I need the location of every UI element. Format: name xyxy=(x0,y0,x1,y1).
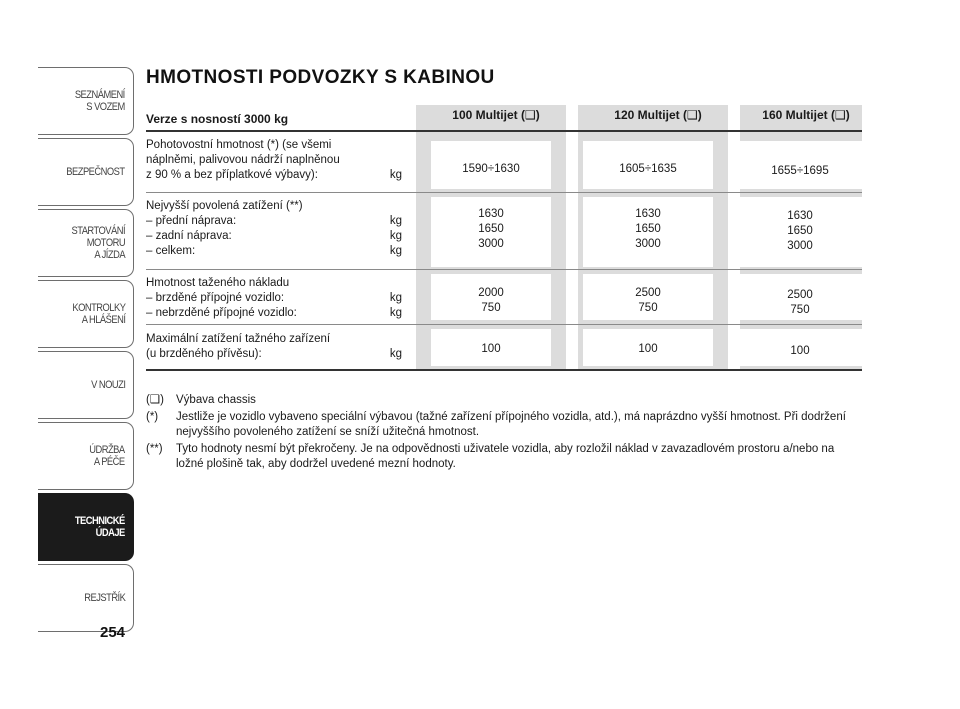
table-value: 1655÷1695 xyxy=(771,165,829,177)
table-value: 100 xyxy=(481,343,501,355)
tab-v-nouzi[interactable] xyxy=(38,351,134,419)
row-unit: kg xyxy=(389,348,402,360)
table-value: 2500 750 xyxy=(635,287,661,314)
column-header: 100 Multijet (❑) xyxy=(452,108,540,122)
footnote-mark: (**) xyxy=(146,443,163,455)
tab-label: V NOUZI xyxy=(90,379,125,391)
row-label: Maximální zatížení tažného zařízení (u brzděného přívěsu): xyxy=(146,333,331,360)
row-divider xyxy=(146,324,862,325)
table-value: 1630 1650 3000 xyxy=(478,208,504,250)
tab-label: ÚDRŽBA A PÉČE xyxy=(89,444,125,468)
row-divider xyxy=(146,269,862,270)
page-number: 254 xyxy=(100,624,126,641)
footnotes xyxy=(146,393,862,474)
column-header: 120 Multijet (❑) xyxy=(614,108,702,122)
tab-udrzba-a-pece[interactable] xyxy=(38,422,134,490)
table-value: 1630 1650 3000 xyxy=(635,208,661,250)
row-label: Pohotovostní hmotnost (*) (se všemi náplněmi, palivovou nádrží naplněnou z 90 % a bez příplatkové výbavy): xyxy=(146,139,340,181)
tab-label: TECHNICKÉ ÚDAJE xyxy=(75,515,125,539)
tab-kontrolky[interactable] xyxy=(38,280,134,348)
tab-label: REJSTŘÍK xyxy=(83,592,125,604)
table-value: 1605÷1635 xyxy=(619,163,677,175)
tab-label: SEZNÁMENÍ S VOZEM xyxy=(75,89,125,113)
footnote xyxy=(146,442,862,472)
table-value: 1630 1650 3000 xyxy=(787,210,813,252)
tab-technicke-udaje[interactable] xyxy=(38,493,134,561)
table-value: 100 xyxy=(790,345,810,357)
row-divider xyxy=(146,192,862,193)
tab-rejstrik[interactable] xyxy=(38,564,134,632)
tab-label: KONTROLKY A HLÁŠENÍ xyxy=(71,302,125,326)
table-value: 1590÷1630 xyxy=(462,163,520,175)
table-value: 100 xyxy=(638,343,658,355)
tab-bezpecnost[interactable] xyxy=(38,138,134,206)
table-header-label: Verze s nosností 3000 kg xyxy=(146,112,289,126)
footnote-text: Jestliže je vozidlo vybaveno speciální výbavou (tažné zařízení přípojného vozidla, atd.), má naprázdno vyšší hmotnost. Při dodržení nejvyššího povoleného zatížení se sníží užitečná hmotnost. xyxy=(176,411,846,438)
weights-table xyxy=(146,105,862,371)
row-unit: kg kg kg xyxy=(389,215,402,257)
tab-label: BEZPEČNOST xyxy=(66,166,125,178)
row-unit: kg xyxy=(389,169,402,181)
footnote-text: Výbava chassis xyxy=(176,394,256,406)
column-header: 160 Multijet (❑) xyxy=(762,108,850,122)
footnote-mark: (❑) xyxy=(146,394,164,406)
tab-seznameni-s-vozem[interactable] xyxy=(38,67,134,135)
footnote-mark: (*) xyxy=(146,411,159,423)
row-label: Hmotnost taženého nákladu – brzděné přípojné vozidlo: – nebrzděné přípojné vozidlo: xyxy=(146,277,297,319)
footnote xyxy=(146,410,862,440)
footnote xyxy=(146,393,862,408)
page-title: HMOTNOSTI PODVOZKY S KABINOU xyxy=(146,67,495,88)
row-unit: kg kg xyxy=(389,292,402,319)
table-value: 2500 750 xyxy=(787,289,813,316)
table-top-rule xyxy=(146,130,862,132)
chapter-sidebar xyxy=(38,67,134,635)
row-label: Nejvyšší povolená zatížení (**) – přední náprava: – zadní náprava: – celkem: xyxy=(146,200,303,257)
footnote-text: Tyto hodnoty nesmí být překročeny. Je na odpovědnosti uživatele vozidla, aby rozložil náklad v zavazadlovém prostoru a/nebo na ložné plošině tak, aby dodržel uvedené mezní hodnoty. xyxy=(176,443,835,470)
tab-label: STARTOVÁNÍ MOTORU A JÍZDA xyxy=(71,225,125,261)
table-value: 2000 750 xyxy=(478,287,504,314)
table-bottom-rule xyxy=(146,369,862,371)
tab-startovani-motoru[interactable] xyxy=(38,209,134,277)
